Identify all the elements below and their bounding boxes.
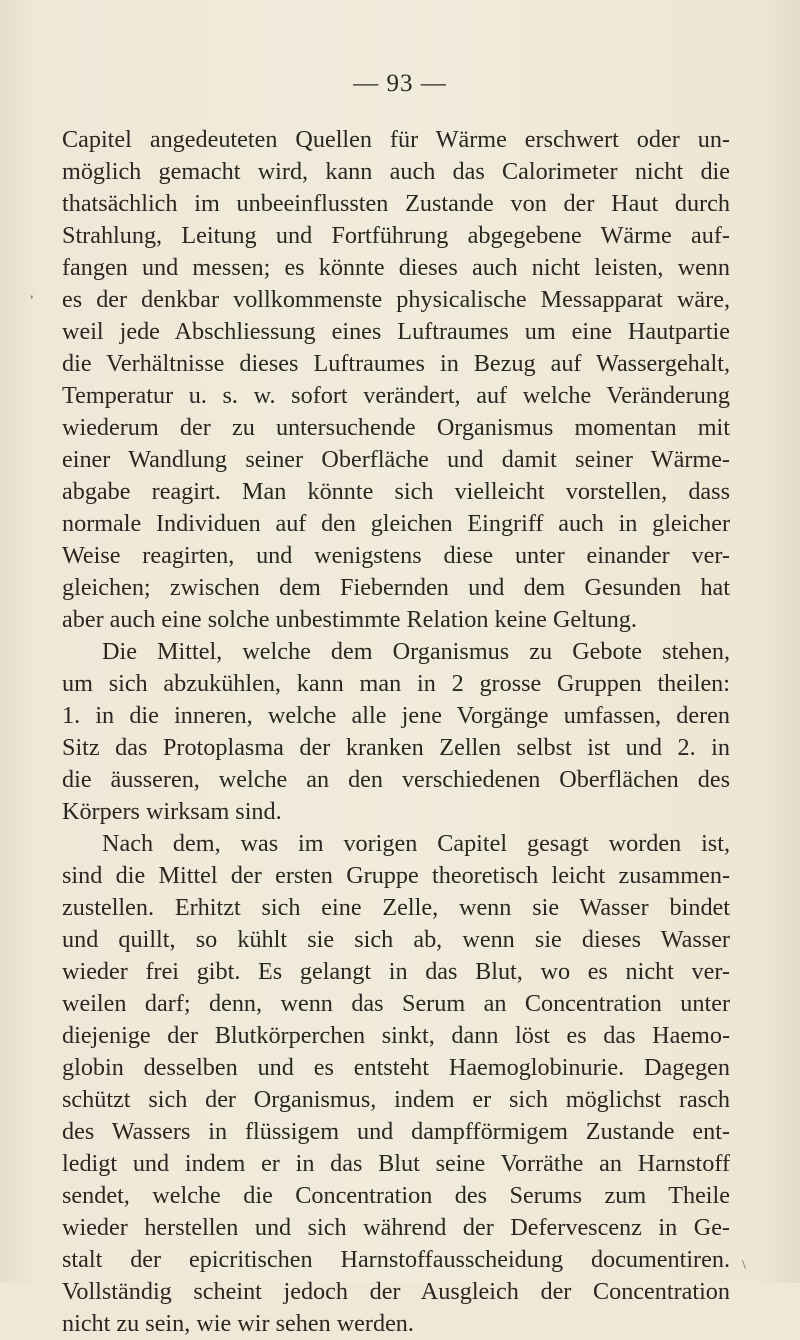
text-line: Körpers wirksam sind. <box>62 798 282 825</box>
text-line: thatsächlich im unbeeinflussten Zustande von der Haut durch <box>62 190 730 217</box>
text-line: weilen darf; denn, wenn das Serum an Concentration unter <box>62 990 730 1017</box>
text-line: wieder herstellen und sich während der Defervescenz in Ge- <box>62 1214 730 1241</box>
body-text <box>62 124 730 1340</box>
text-line: Capitel angedeuteten Quellen für Wärme erschwert oder un- <box>62 126 730 153</box>
text-line: Sitz das Protoplasma der kranken Zellen selbst ist und 2. in <box>62 734 730 761</box>
text-line: die äusseren, welche an den verschiedenen Oberflächen des <box>62 766 730 793</box>
text-line: Temperatur u. s. w. sofort verändert, auf welche Veränderung <box>62 382 730 409</box>
margin-mark: \ <box>742 1258 746 1273</box>
text-line: einer Wandlung seiner Oberfläche und damit seiner Wärme- <box>62 446 730 473</box>
text-line: globin desselben und es entsteht Haemoglobinurie. Dagegen <box>62 1054 730 1081</box>
margin-mark: , <box>30 286 34 301</box>
text-line: diejenige der Blutkörperchen sinkt, dann löst es das Haemo- <box>62 1022 730 1049</box>
text-line: Die Mittel, welche dem Organismus zu Gebote stehen, <box>102 638 730 665</box>
text-line: Vollständig scheint jedoch der Ausgleich der Concentration <box>62 1278 730 1305</box>
text-line: Nach dem, was im vorigen Capitel gesagt worden ist, <box>102 830 730 857</box>
text-line: schützt sich der Organismus, indem er sich möglichst rasch <box>62 1086 730 1113</box>
text-line: möglich gemacht wird, kann auch das Calorimeter nicht die <box>62 158 730 185</box>
text-line: zustellen. Erhitzt sich eine Zelle, wenn sie Wasser bindet <box>62 894 730 921</box>
text-line: um sich abzukühlen, kann man in 2 grosse Gruppen theilen: <box>62 670 730 697</box>
text-line: des Wassers in flüssigem und dampfförmigem Zustande ent- <box>62 1118 730 1145</box>
text-line: nicht zu sein, wie wir sehen werden. <box>62 1310 414 1337</box>
text-line: Weise reagirten, und wenigstens diese unter einander ver- <box>62 542 730 569</box>
text-line: Strahlung, Leitung und Fortführung abgegebene Wärme auf- <box>62 222 730 249</box>
text-line: stalt der epicritischen Harnstoffausscheidung documentiren. <box>62 1246 730 1273</box>
text-line: normale Individuen auf den gleichen Eingriff auch in gleicher <box>62 510 730 537</box>
text-line: die Verhältnisse dieses Luftraumes in Bezug auf Wassergehalt, <box>62 350 730 377</box>
text-line: aber auch eine solche unbestimmte Relation keine Geltung. <box>62 606 637 633</box>
text-line: weil jede Abschliessung eines Luftraumes um eine Hautpartie <box>62 318 730 345</box>
text-line: sendet, welche die Concentration des Serums zum Theile <box>62 1182 730 1209</box>
text-line: 1. in die inneren, welche alle jene Vorgänge umfassen, deren <box>62 702 730 729</box>
text-line: abgabe reagirt. Man könnte sich vielleicht vorstellen, dass <box>62 478 730 505</box>
text-line: es der denkbar vollkommenste physicalische Messapparat wäre, <box>62 286 730 313</box>
page-number: — 93 — <box>353 70 447 97</box>
text-line: gleichen; zwischen dem Fiebernden und dem Gesunden hat <box>62 574 730 601</box>
text-line: und quillt, so kühlt sie sich ab, wenn sie dieses Wasser <box>62 926 730 953</box>
text-line: wieder frei gibt. Es gelangt in das Blut, wo es nicht ver- <box>62 958 730 985</box>
text-line: sind die Mittel der ersten Gruppe theoretisch leicht zusammen- <box>62 862 730 889</box>
text-line: fangen und messen; es könnte dieses auch nicht leisten, wenn <box>62 254 730 281</box>
text-line: wiederum der zu untersuchende Organismus momentan mit <box>62 414 730 441</box>
text-line: ledigt und indem er in das Blut seine Vorräthe an Harnstoff <box>62 1150 730 1177</box>
